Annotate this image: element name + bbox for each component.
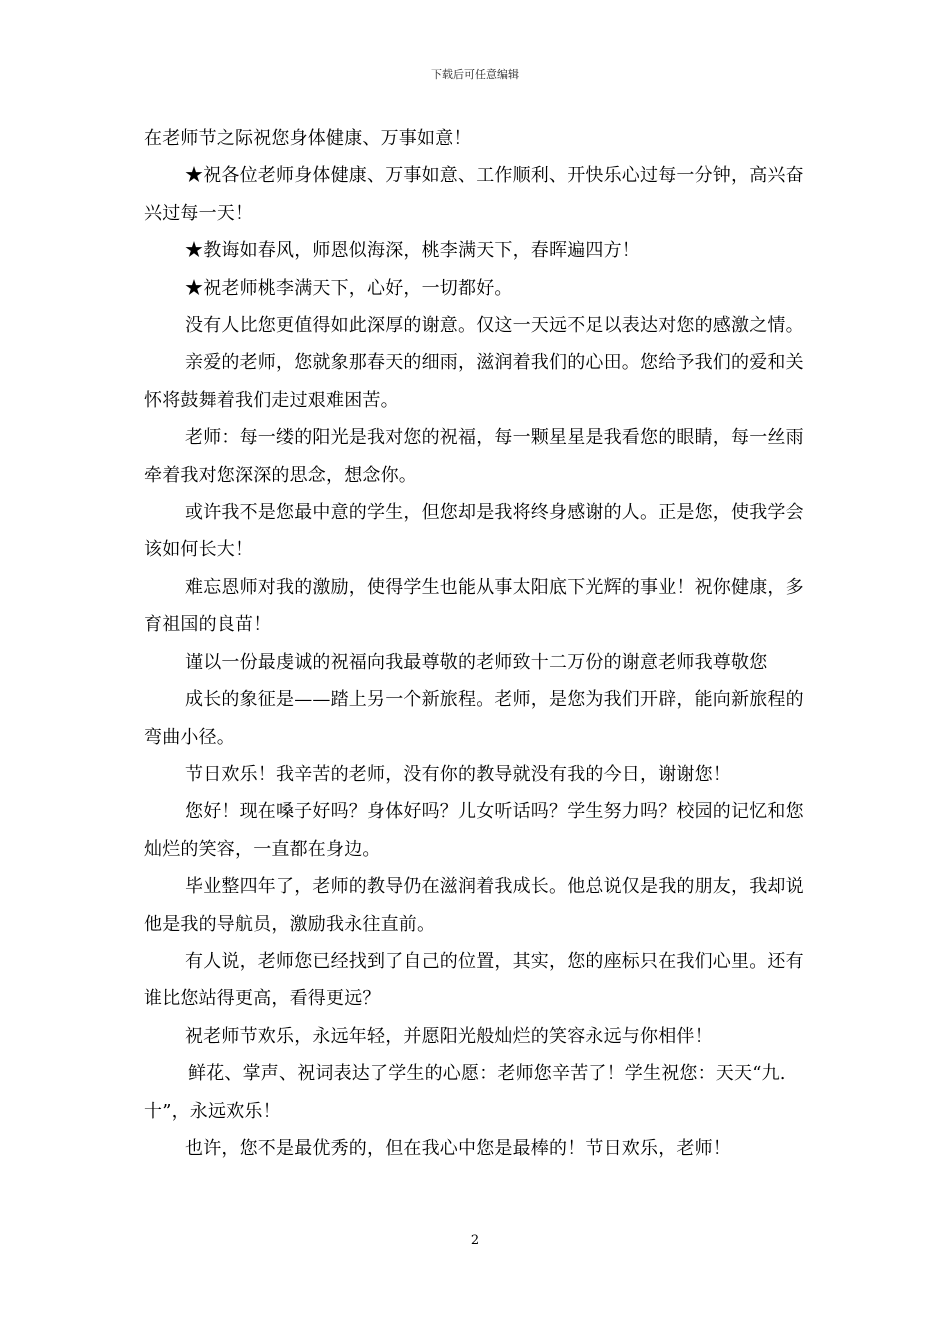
paragraph-12: 节日欢乐！我辛苦的老师，没有你的教导就没有我的今日，谢谢您！: [185, 763, 731, 785]
paragraph-13: 您好！现在嗓子好吗？身体好吗？儿女听话吗？学生努力吗？校园的记忆和您灿烂的笑容，一直都在身边。: [144, 801, 804, 860]
paragraph-3: ★教诲如春风，师恩似海深，桃李满天下，春晖遍四方！: [185, 240, 640, 262]
page-header: 下载后可任意编辑: [431, 68, 519, 81]
paragraph-10: 谨以一份最虔诚的祝福向我最尊敬的老师致十二万份的谢意老师我尊敬您: [185, 651, 768, 673]
paragraph-11: 成长的象征是——踏上另一个新旅程。老师，是您为我们开辟，能向新旅程的弯曲小径。: [144, 689, 804, 748]
paragraph-4: ★祝老师桃李满天下，心好，一切都好。: [185, 277, 513, 299]
paragraph-9: 难忘恩师对我的激励，使得学生也能从事太阳底下光辉的事业！祝你健康，多育祖国的良苗！: [144, 576, 804, 636]
paragraph-14: 毕业整四年了，老师的教导仍在滋润着我成长。他总说仅是我的朋友，我却说他是我的导航员，激励我永往直前。: [144, 876, 804, 935]
paragraph-8: 或许我不是您最中意的学生，但您却是我将终身感谢的人。正是您，使我学会该如何长大！: [144, 502, 804, 561]
paragraph-5: 没有人比您更值得如此深厚的谢意。仅这一天远不足以表达对您的感激之情。: [185, 315, 804, 337]
paragraph-15: 有人说，老师您已经找到了自己的位置，其实，您的座标只在我们心里。还有谁比您站得更高，看得更远？: [144, 950, 804, 1010]
paragraph-7: 老师：每一缕的阳光是我对您的祝福，每一颗星星是我看您的眼睛，每一丝雨牵着我对您深深的思念，想念你。: [144, 427, 804, 486]
paragraph-1: 在老师节之际祝您身体健康、万事如意！: [144, 128, 472, 149]
document-body: [144, 120, 808, 1167]
paragraph-2: ★祝各位老师身体健康、万事如意、工作顺利、开快乐心过每一分钟，高兴奋兴过每一天！: [144, 165, 804, 224]
paragraph-16: 祝老师节欢乐，永远年轻，并愿阳光般灿烂的笑容永远与你相伴！: [185, 1025, 713, 1047]
paragraph-6: 亲爱的老师，您就象那春天的细雨，滋润着我们的心田。您给予我们的爱和关怀将鼓舞着我们走过艰难困苦。: [144, 352, 804, 411]
paragraph-17: 鲜花、掌声、祝词表达了学生的心愿：老师您辛苦了！学生祝您：天天“九. 十”，永远欢乐！: [144, 1063, 786, 1122]
paragraph-18: 也许，您不是最优秀的，但在我心中您是最棒的！节日欢乐，老师！: [185, 1137, 731, 1159]
page-number: 2: [470, 1233, 480, 1248]
